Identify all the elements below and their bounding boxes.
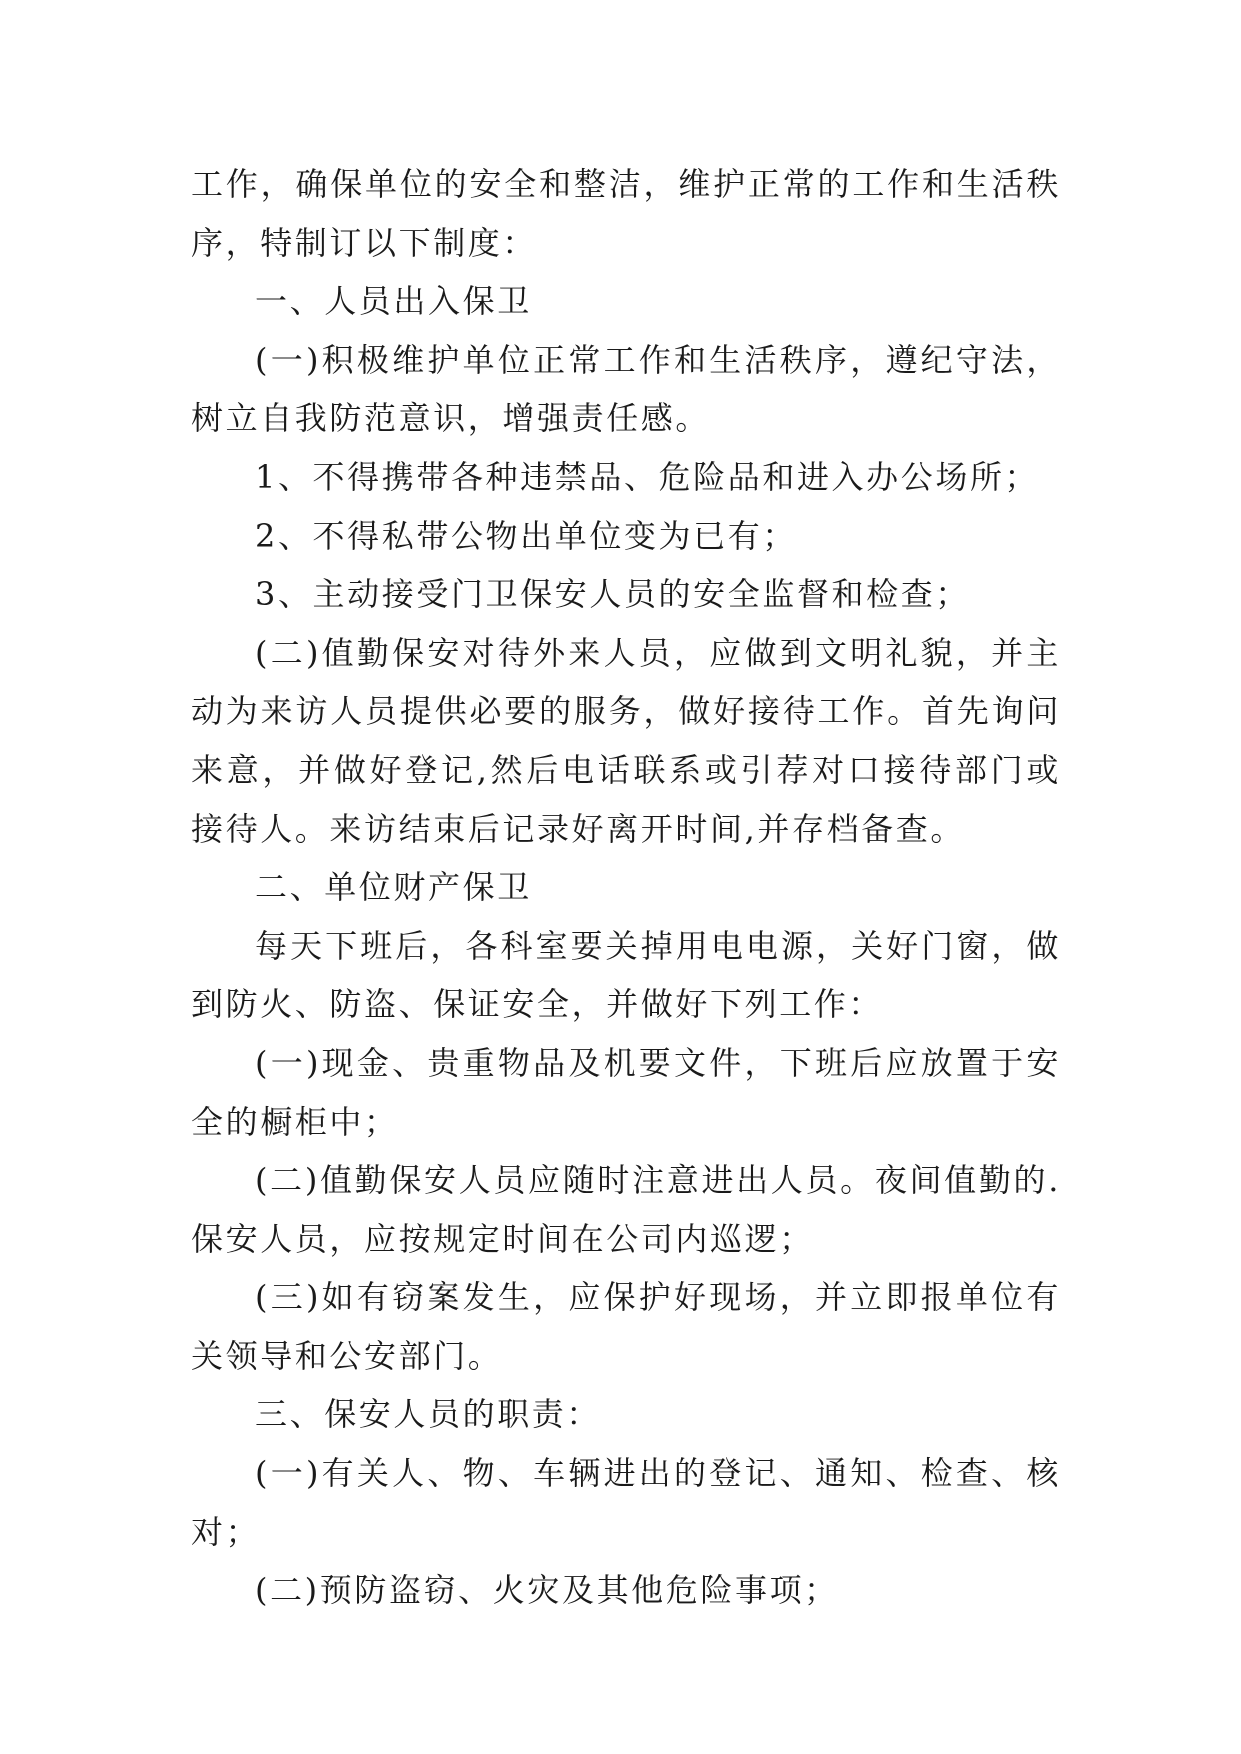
paragraph-2-2: (二)值勤保安人员应随时注意进出人员。夜间值勤的.保安人员，应按规定时间在公司内巡逻；	[191, 1161, 1061, 1258]
paragraph-1-2: (二)值勤保安对待外来人员，应做到文明礼貌，并主动为来访人员提供必要的服务，做好接待工作。首先询问来意，并做好登记,然后电话联系或引荐对口接待部门或接待人。来访结束后记录好离开时间,并存档备查。	[191, 633, 1061, 848]
paragraph-3-2: (二)预防盗窃、火灾及其他危险事项；	[255, 1571, 839, 1610]
section-heading-personnel-access: 一、人员出入保卫	[255, 282, 532, 321]
paragraph-3-1: (一)有关人、物、车辆进出的登记、通知、检查、核对；	[191, 1454, 1061, 1551]
paragraph-2-intro: 每天下班后，各科室要关掉用电电源，关好门窗，做到防火、防盗、保证安全，并做好下列工作：	[191, 926, 1061, 1024]
list-item-1: 1、不得携带各种违禁品、危险品和进入办公场所；	[255, 457, 1040, 496]
list-item-2: 2、不得私带公物出单位变为已有；	[255, 516, 797, 555]
section-heading-guard-duties: 三、保安人员的职责：	[255, 1395, 602, 1434]
paragraph-1-1: (一)积极维护单位正常工作和生活秩序，遵纪守法，树立自我防范意识，增强责任感。	[191, 340, 1061, 438]
paragraph-intro-continuation: 工作，确保单位的安全和整洁，维护正常的工作和生活秩序，特制订以下制度：	[191, 165, 1061, 262]
list-item-3: 3、主动接受门卫保安人员的安全监督和检查；	[255, 575, 970, 614]
paragraph-2-3: (三)如有窃案发生，应保护好现场，并立即报单位有关领导和公安部门。	[191, 1278, 1061, 1375]
document-body	[191, 155, 1061, 1620]
section-heading-property-protection: 二、单位财产保卫	[255, 868, 532, 907]
paragraph-2-1: (一)现金、贵重物品及机要文件，下班后应放置于安全的橱柜中；	[191, 1043, 1061, 1141]
